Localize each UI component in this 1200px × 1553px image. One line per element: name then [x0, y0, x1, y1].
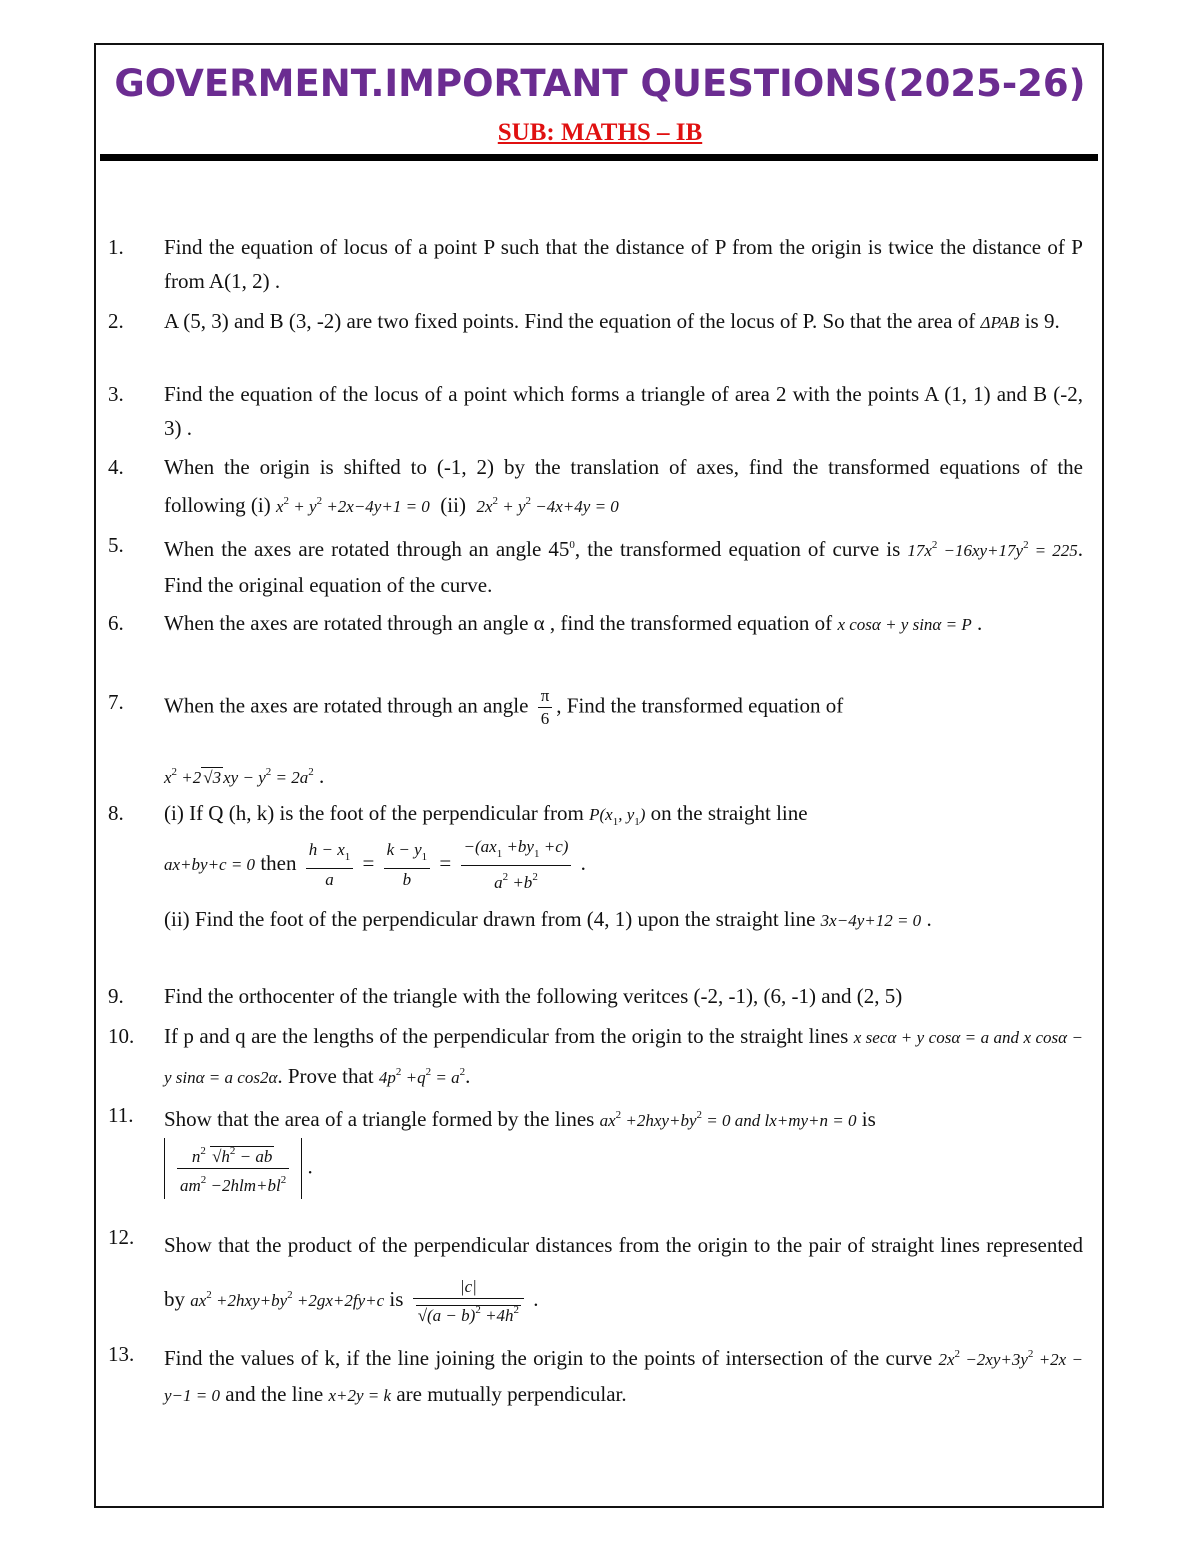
question-number: 10. [108, 1024, 135, 1048]
question-text: Find the equation of locus of a point P such that the distance of P from the origin is twice the distance of P from A(1, 2) . [164, 235, 1083, 293]
question-text: When the origin is shifted to (-1, 2) by the translation of axes, find the transformed equations of the following (i) $x^2 + y^2 +2x-4y+1 = 0$ (ii) $2x^2 + y^2 -4x+4y = 0$ [164, 455, 1083, 517]
question-text: If p and q are the lengths of the perpendicular from the origin to the straight lines x secα + y cosα = a and x cosα − y sinα = a cos2α. Prove that $4p^2 +q^2 = a^2$. [164, 1024, 1083, 1088]
question-text: Show that the area of a triangle formed by the lines $ax^2 +2hxy+by^2 = 0$ and lx+my+n = 0 is [164, 1107, 876, 1131]
question-text: Find the values of k, if the line joining the origin to the points of intersection of the curve $2x^2 -2xy+3y^2 +2x - y-1 = 0$ and the line x+2y = k are mutually perpendicular. [164, 1346, 1083, 1406]
question-text-part-ii: (ii) Find the foot of the perpendicular drawn from (4, 1) upon the straight line 3x−4y+12 = 0 . [164, 907, 932, 931]
question-number: 12. [108, 1225, 135, 1249]
question-number: 7. [108, 690, 124, 714]
question-number: 8. [108, 801, 124, 825]
question-text: Show that the product of the perpendicular distances from the origin to the pair of straight lines represented by $ax^2 +2hxy+by^2 +2gx+2fy+c$ is $\frac{|c|}{√(a - b)^2 +4h^2}$ . [164, 1233, 1083, 1325]
question-text: When the axes are rotated through an angle $45^0$, the transformed equation of curve is $17x^2 -16xy+17y^2 = 225$. Find the original equation of the curve. [164, 537, 1083, 597]
question-number: 6. [108, 611, 124, 635]
question-text: A (5, 3) and B (3, -2) are two fixed points. Find the equation of the locus of P. So that the area of ΔPAB is 9. [164, 309, 1060, 333]
question-number: 1. [108, 235, 124, 259]
subject-subtitle: SUB: MATHS – IB [497, 119, 703, 146]
question-number: 9. [108, 984, 124, 1008]
page-title: GOVERMENT.IMPORTANT QUESTIONS(2025-26) [114, 62, 1086, 105]
header-divider [100, 154, 1098, 161]
question-number: 2. [108, 309, 124, 333]
question-number: 4. [108, 455, 124, 479]
question-text: Find the orthocenter of the triangle with the following veritces (-2, -1), (6, -1) and (2, 5) [164, 984, 903, 1008]
formula-line: $\frac{n^2 √h^2 - ab}{am^2 -2hlm+bl^2}$ . [164, 1138, 1083, 1199]
question-text: Find the equation of the locus of a point which forms a triangle of area 2 with the points A (1, 1) and B (-2, 3) . [164, 382, 1083, 440]
question-number: 5. [108, 533, 124, 557]
question-number: 11. [108, 1103, 134, 1127]
question-number: 3. [108, 382, 124, 406]
question-text: When the axes are rotated through an angle $\frac{\pi}{6}$ , Find the transformed equation of [164, 686, 844, 728]
formula-line: ax+by+c = 0 then $\frac{h - x_1}{a}$ = $\frac{k - y_1}{b}$ = $\frac{-(ax_1 +by_1 +c)}{a^2 +b^2}$ . [164, 837, 586, 892]
equation-line: $x^2 +2$ √3 xy − $y^2 = 2a^2$ . [164, 764, 325, 788]
question-number: 13. [108, 1342, 135, 1366]
question-text: When the axes are rotated through an angle α , find the transformed equation of x cosα + y sinα = P . [164, 611, 983, 635]
question-text-part-i: (i) If Q (h, k) is the foot of the perpendicular from $P(x_1$, $y_1$) on the straight line [164, 801, 808, 828]
